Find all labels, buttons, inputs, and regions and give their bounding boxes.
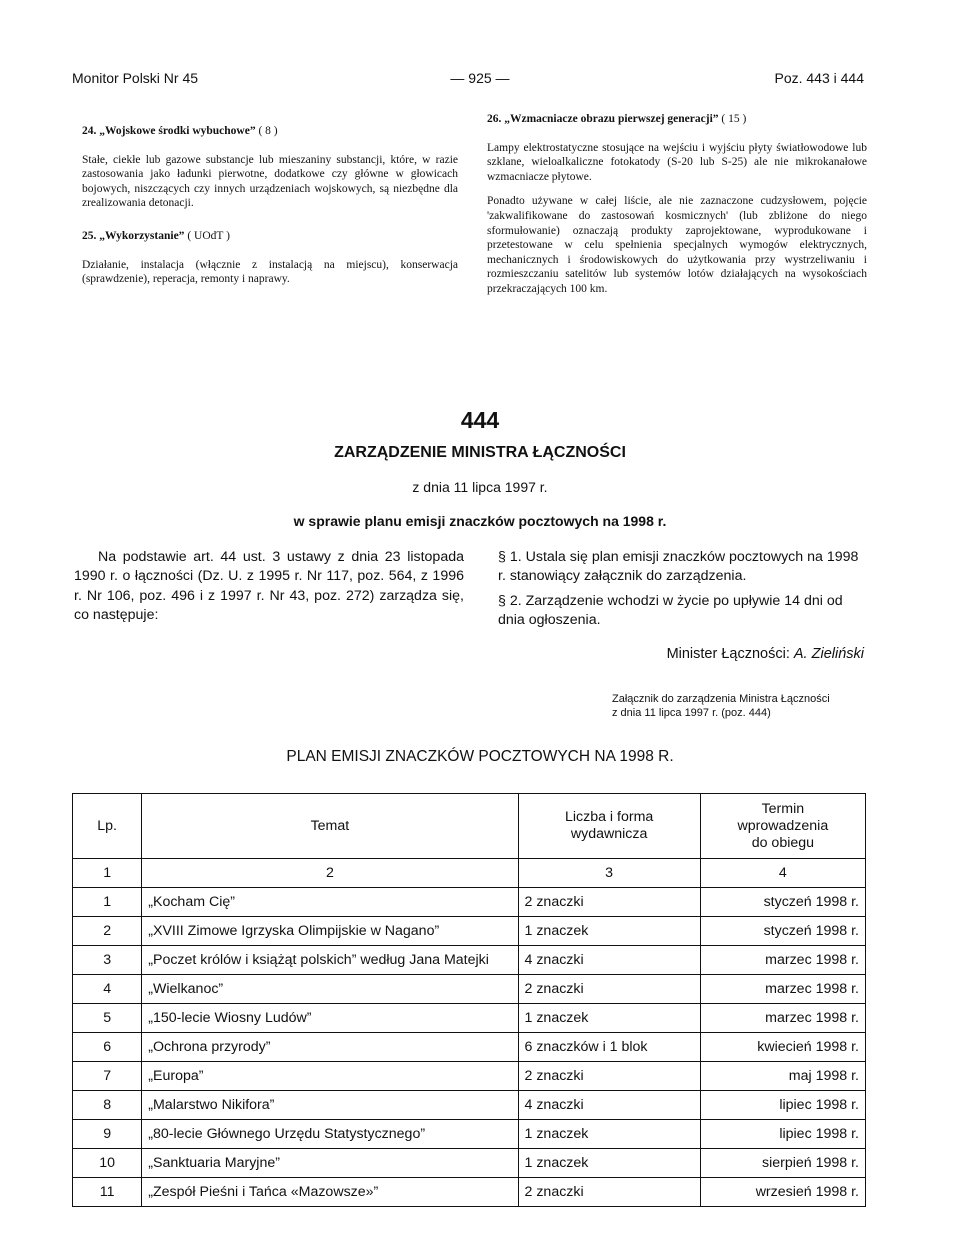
row-temat: „80-lecie Głównego Urzędu Statystycznego”	[142, 1120, 518, 1149]
column-number: 2	[142, 859, 518, 888]
header-temat: Temat	[142, 794, 518, 859]
table-row	[73, 1062, 866, 1091]
row-termin: styczeń 1998 r.	[700, 888, 865, 917]
row-termin: kwiecień 1998 r.	[700, 1033, 865, 1062]
row-lp: 5	[73, 1004, 142, 1033]
row-lp: 1	[73, 888, 142, 917]
publication-name: Monitor Polski Nr 45	[72, 70, 199, 86]
header-termin-line-2: wprowadzenia	[737, 817, 829, 834]
table-row	[73, 1149, 866, 1178]
row-forma: 2 znaczki	[518, 975, 700, 1004]
annex-line-1: Załącznik do zarządzenia Ministra Łączności	[612, 693, 830, 705]
paragraphs	[478, 548, 868, 631]
row-forma: 1 znaczek	[518, 1149, 700, 1178]
table-body	[73, 888, 866, 1207]
row-forma: 2 znaczki	[518, 1178, 700, 1207]
header-termin-line-1: Termin	[761, 800, 805, 817]
act-date: z dnia 11 lipca 1997 r.	[412, 479, 548, 495]
right-column	[487, 112, 867, 297]
item-26-heading	[487, 112, 867, 127]
act-subject: w sprawie planu emisji znaczków pocztowych na 1998 r.	[293, 513, 667, 529]
header-forma	[518, 794, 700, 859]
row-forma: 4 znaczki	[518, 946, 700, 975]
table-header-row	[73, 794, 866, 859]
header-forma-line-2: wydawnicza	[570, 826, 648, 842]
header-forma-line-1: Liczba i forma	[564, 809, 654, 825]
row-forma: 1 znaczek	[518, 1120, 700, 1149]
row-termin: styczeń 1998 r.	[700, 917, 865, 946]
table-row	[73, 1091, 866, 1120]
column-number: 1	[73, 859, 142, 888]
row-temat: „Zespół Pieśni i Tańca «Mazowsze»”	[142, 1178, 518, 1207]
row-forma: 4 znaczki	[518, 1091, 700, 1120]
act-title: ZARZĄDZENIE MINISTRA ŁĄCZNOŚCI	[334, 444, 626, 461]
item-26-code: ( 15 )	[721, 113, 747, 125]
row-temat: „Europa”	[142, 1062, 518, 1091]
row-termin: marzec 1998 r.	[700, 1004, 865, 1033]
row-forma: 2 znaczki	[518, 1062, 700, 1091]
row-lp: 3	[73, 946, 142, 975]
column-number-row	[73, 859, 866, 888]
row-termin: lipiec 1998 r.	[700, 1120, 865, 1149]
item-25-heading	[82, 229, 458, 244]
table-row	[73, 888, 866, 917]
row-forma: 1 znaczek	[518, 1004, 700, 1033]
row-temat: „Wielkanoc”	[142, 975, 518, 1004]
paragraph-2: § 2. Zarządzenie wchodzi w życie po upływie 14 dni od dnia ogłoszenia.	[498, 592, 843, 629]
row-termin: marzec 1998 r.	[700, 946, 865, 975]
row-termin: sierpień 1998 r.	[700, 1149, 865, 1178]
stamp-plan-table	[72, 793, 866, 1207]
signature-label: Minister Łączności:	[666, 646, 790, 662]
table-row	[73, 1033, 866, 1062]
row-temat: „Ochrona przyrody”	[142, 1033, 518, 1062]
header-termin-line-3: do obiegu	[751, 834, 815, 851]
row-temat: „Kocham Cię”	[142, 888, 518, 917]
row-temat: „150-lecie Wiosny Ludów”	[142, 1004, 518, 1033]
annex-line-2: z dnia 11 lipca 1997 r. (poz. 444)	[612, 707, 771, 719]
row-termin: lipiec 1998 r.	[700, 1091, 865, 1120]
row-termin: marzec 1998 r.	[700, 975, 865, 1004]
item-24-text: Stałe, ciekłe lub gazowe substancje lub mieszaniny substancji, które, w razie zastosowania jako ładunki pierwotne, dodatkowe czy główne w głowicach bojowych, niszczących czy innych urządzeniach wojskowych, są niezbędne dla zrealizowania detonacji.	[82, 153, 458, 210]
table-row	[73, 1120, 866, 1149]
table-row	[73, 946, 866, 975]
row-lp: 11	[73, 1178, 142, 1207]
row-lp: 9	[73, 1120, 142, 1149]
column-number: 3	[518, 859, 700, 888]
preamble: Na podstawie art. 44 ust. 3 ustawy z dnia 23 listopada 1990 r. o łączności (Dz. U. z 1995 r. Nr 117, poz. 564, z 1996 r. Nr 106, poz. 496 i z 1997 r. Nr 43, poz. 272) zarządza się, co następuje:	[74, 549, 464, 624]
item-24-heading	[82, 124, 458, 139]
row-forma: 2 znaczki	[518, 888, 700, 917]
item-24-code: ( 8 )	[258, 125, 278, 137]
position-reference: Poz. 443 i 444	[774, 70, 864, 86]
act-number: 444	[460, 407, 500, 433]
paragraph-1: § 1. Ustala się plan emisji znaczków pocztowych na 1998 r. stanowiący załącznik do zarządzenia.	[498, 549, 859, 585]
row-termin: wrzesień 1998 r.	[700, 1178, 865, 1207]
item-24-title: 24. „Wojskowe środki wybuchowe”	[82, 125, 256, 137]
table-row	[73, 1004, 866, 1033]
row-lp: 2	[73, 917, 142, 946]
row-forma: 6 znaczków i 1 blok	[518, 1033, 700, 1062]
column-number: 4	[700, 859, 865, 888]
item-25-text: Działanie, instalacja (włącznie z instalacją na miejscu), konserwacja (sprawdzenie), reperacja, remonty i naprawy.	[82, 258, 458, 286]
signature	[667, 646, 864, 662]
row-lp: 10	[73, 1149, 142, 1178]
table-row	[73, 917, 866, 946]
item-26-text: Lampy elektrostatyczne stosujące na wejściu i wyjściu płyty światłowodowe lub szklane, wieloalkaliczne fotokatody (S-20 lub S-25) ale nie mikrokanałowe wzmacniacze płytowe.	[487, 141, 867, 183]
item-25-title: 25. „Wykorzystanie”	[82, 229, 185, 242]
header-termin	[700, 794, 865, 859]
signature-name: A. Zieliński	[793, 646, 864, 662]
left-column	[82, 124, 458, 287]
row-temat: „XVIII Zimowe Igrzyska Olimpijskie w Nagano”	[142, 917, 518, 946]
header-lp: Lp.	[73, 794, 142, 859]
plan-title: PLAN EMISJI ZNACZKÓW POCZTOWYCH NA 1998 R.	[286, 748, 674, 765]
table-row	[73, 1178, 866, 1207]
row-lp: 7	[73, 1062, 142, 1091]
annex-note	[612, 692, 830, 720]
item-26-title: 26. „Wzmacniacze obrazu pierwszej generacji”	[487, 113, 719, 125]
row-forma: 1 znaczek	[518, 917, 700, 946]
item-25-code: ( UOdT )	[187, 229, 230, 242]
table-row	[73, 975, 866, 1004]
row-temat: „Sanktuaria Maryjne”	[142, 1149, 518, 1178]
row-lp: 8	[73, 1091, 142, 1120]
page-number: — 925 —	[450, 70, 510, 86]
row-lp: 6	[73, 1033, 142, 1062]
row-temat: „Poczet królów i książąt polskich” według Jana Matejki	[142, 946, 518, 975]
closing-text: Ponadto używane w całej liście, ale nie zaznaczone cudzysłowem, pojęcie 'zakwalifikowane do zastosowań kosmicznych' (lub zbliżone do niego sformułowanie) oznaczają produkty zaprojektowane, wyprodukowane i przetestowane w celu spełnienia specjalnych wymogów elektrycznych, mechanicznych i środowiskowych do użytkowania przy wystrzeliwaniu i rozmieszczaniu satelitów lub systemów lotów działających na wysokościach przekraczających 100 km.	[487, 195, 867, 295]
row-temat: „Malarstwo Nikifora”	[142, 1091, 518, 1120]
row-termin: maj 1998 r.	[700, 1062, 865, 1091]
row-lp: 4	[73, 975, 142, 1004]
